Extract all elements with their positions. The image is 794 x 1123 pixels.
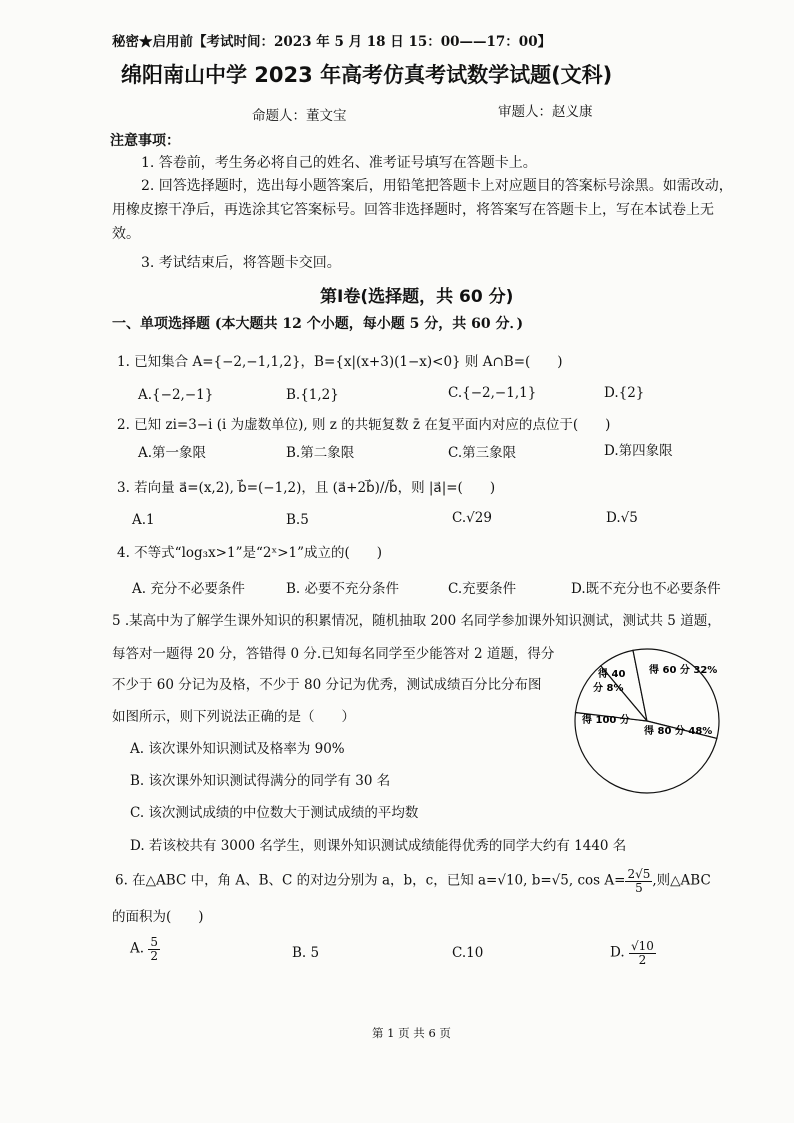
- score-distribution-pie-chart: [572, 646, 722, 796]
- q1-option-b: B.{1,2}: [286, 387, 339, 403]
- q6-text-a: 6. 在△ABC 中，角 A、B、C 的对边分别为 a，b，c，已知 a=√10, b=√5, cos A=: [115, 872, 626, 889]
- note-2c: 效。: [112, 226, 140, 242]
- note-3: 3. 考试结束后，将答题卡交回。: [141, 255, 341, 271]
- q4-option-c: C.充要条件: [448, 581, 517, 597]
- q6-option-a: [130, 936, 160, 962]
- q6-option-d-fraction: [629, 940, 656, 966]
- q3-stem: 3. 若向量 a⃗=(x,2), b⃗=(−1,2)，且 (a⃗+2b⃗)//b⃗，则 |a⃗|=( ): [117, 480, 496, 496]
- label-80: 得 80 分 48%: [644, 726, 713, 737]
- q6-option-a-fraction: [148, 936, 160, 962]
- q6-d-num: √10: [630, 939, 654, 953]
- q3-option-c: C.√29: [452, 510, 492, 526]
- q5-option-c: C. 该次测试成绩的中位数大于测试成绩的平均数: [130, 805, 419, 821]
- q3-option-d: D.√5: [606, 510, 638, 526]
- q5-line-4: 如图所示，则下列说法正确的是（ ）: [112, 709, 355, 725]
- note-2a: 2. 回答选择题时，选出每小题答案后，用铅笔把答题卡上对应题目的答案标号涂黑。如需改动，: [141, 178, 733, 194]
- q5-line-3: 不少于 60 分记为及格，不少于 80 分记为优秀，测试成绩百分比分布图: [112, 677, 542, 693]
- q5-line-2: 每答对一题得 20 分，答错得 0 分.已知每名同学至少能答对 2 道题，得分: [112, 646, 555, 662]
- q6-line-2: 的面积为( ): [112, 909, 204, 925]
- label-60: 得 60 分 32%: [649, 665, 718, 676]
- q1-option-c: C.{−2,−1,1}: [448, 385, 537, 401]
- q6-d-den: 2: [638, 952, 647, 967]
- q2-option-d: D.第四象限: [604, 443, 673, 459]
- q6-a-den: 2: [150, 948, 158, 963]
- q4-option-b: B. 必要不充分条件: [286, 581, 400, 597]
- q6-cos-den: 5: [635, 880, 643, 895]
- q6-a-num: 5: [150, 935, 158, 949]
- q3-option-a: A.1: [132, 512, 155, 528]
- q2-stem: 2. 已知 zi=3−i (i 为虚数单位), 则 z 的共轭复数 z̄ 在复平面内对应的点位于( ): [117, 417, 611, 433]
- label-40-line1: 得 40: [598, 669, 626, 680]
- q4-option-d: D.既不充分也不必要条件: [571, 581, 721, 597]
- page-title: 绵阳南山中学 2023 年高考仿真考试数学试题(文科): [121, 63, 613, 87]
- label-100: 得 100 分: [582, 715, 630, 726]
- q6-line-1: [115, 868, 711, 894]
- q1-option-d: D.{2}: [604, 385, 645, 401]
- q2-option-b: B.第二象限: [286, 445, 355, 461]
- q5-option-d: D. 若该校共有 3000 名学生，则课外知识测试成绩能得优秀的同学大约有 1440 名: [130, 838, 627, 854]
- note-2b: 用橡皮擦干净后，再选涂其它答案标号。回答非选择题时，将答案写在答题卡上，写在本试卷上无: [112, 202, 714, 218]
- q2-option-c: C.第三象限: [448, 445, 517, 461]
- q3-option-b: B.5: [286, 512, 309, 528]
- author-label: 命题人：董文宝: [252, 108, 347, 124]
- q6-option-d: [610, 940, 656, 966]
- part-heading: 第Ⅰ卷(选择题，共 60 分): [320, 287, 514, 307]
- note-1: 1. 答卷前，考生务必将自己的姓名、准考证号填写在答题卡上。: [141, 155, 537, 171]
- q1-stem: 1. 已知集合 A={−2,−1,1,2}，B={x|(x+3)(1−x)<0} 则 A∩B=( ): [117, 354, 563, 370]
- confidential-notice: 秘密★启用前【考试时间：2023 年 5 月 18 日 15：00——17：00】: [112, 34, 552, 50]
- q6-option-c: C.10: [452, 945, 484, 961]
- section-heading: 一、单项选择题 (本大题共 12 个小题，每小题 5 分，共 60 分．): [112, 316, 524, 332]
- q6-option-d-label: D.: [610, 944, 625, 961]
- q4-stem: 4. 不等式“log₃x>1”是“2ˣ>1”成立的( ): [117, 545, 383, 561]
- q4-option-a: A. 充分不必要条件: [132, 581, 245, 597]
- reviewer-label: 审题人：赵义康: [498, 104, 593, 120]
- q2-option-a: A.第一象限: [138, 445, 207, 461]
- q6-text-b: ,则△ABC: [652, 872, 711, 889]
- q6-option-b: B. 5: [292, 945, 320, 961]
- q6-option-a-label: A.: [130, 940, 145, 957]
- page-number: 第 1 页 共 6 页: [372, 1026, 451, 1040]
- q5-line-1: 5 .某高中为了解学生课外知识的积累情况，随机抽取 200 名同学参加课外知识测试，测试共 5 道题，: [112, 613, 721, 629]
- q5-option-b: B. 该次课外知识测试得满分的同学有 30 名: [130, 773, 391, 789]
- notes-heading: 注意事项：: [110, 133, 180, 149]
- q6-cos-fraction: [625, 868, 652, 894]
- q6-cos-num: 2√5: [627, 867, 651, 881]
- q1-option-a: A.{−2,−1}: [138, 387, 214, 403]
- label-40-line2: 分 8%: [593, 683, 624, 694]
- q5-option-a: A. 该次课外知识测试及格率为 90%: [130, 741, 345, 757]
